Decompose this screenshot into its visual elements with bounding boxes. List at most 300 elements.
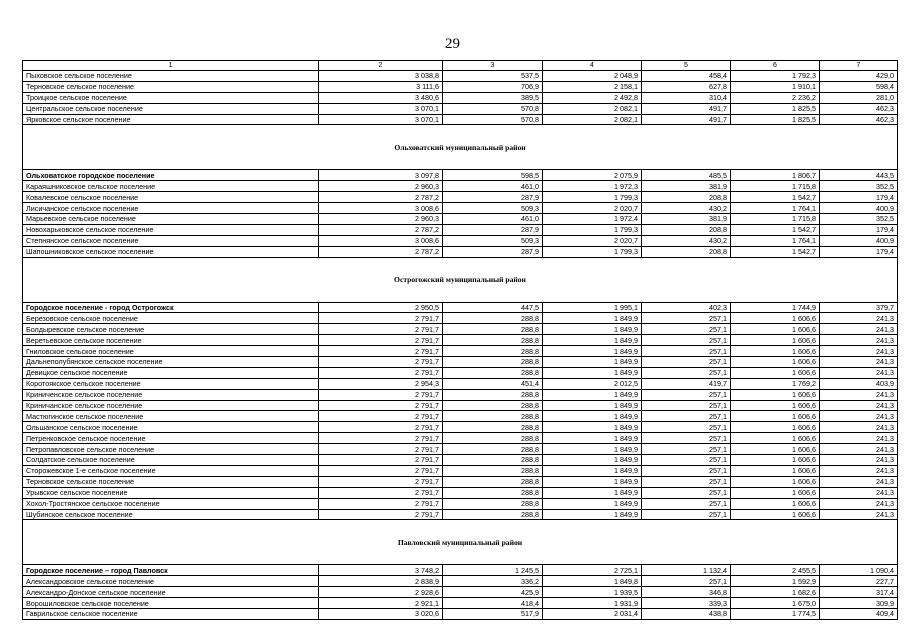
- value-cell-col6: 1 606,6: [731, 476, 820, 487]
- table-row: [23, 313, 898, 324]
- value-cell-col4: 1 849,9: [543, 335, 642, 346]
- value-cell-col6: 1 606,6: [731, 422, 820, 433]
- value-cell-col3: 288,8: [443, 465, 543, 476]
- value-cell-col2: 2 838,9: [319, 576, 443, 587]
- value-cell-col5: 257,1: [642, 422, 731, 433]
- value-cell-col5: 402,3: [642, 302, 731, 313]
- value-cell-col4: 2 020,7: [543, 203, 642, 214]
- table-row: [23, 81, 898, 92]
- settlement-name: Хохол-Тростянское сельское поселение: [23, 498, 319, 509]
- value-cell-col7: 241,3: [820, 389, 898, 400]
- value-cell-col5: 381,9: [642, 214, 731, 225]
- value-cell-col4: 1 995,1: [543, 302, 642, 313]
- value-cell-col6: 1 606,6: [731, 313, 820, 324]
- value-cell-col6: 1 606,6: [731, 498, 820, 509]
- settlement-name: Марьевское сельское поселение: [23, 214, 319, 225]
- value-cell-col2: 3 097,8: [319, 170, 443, 181]
- value-cell-col2: 2 791,7: [319, 389, 443, 400]
- table-row: [23, 170, 898, 181]
- table-row: [23, 324, 898, 335]
- value-cell-col3: 288,8: [443, 487, 543, 498]
- value-cell-col6: 1 606,6: [731, 400, 820, 411]
- value-cell-col3: 288,8: [443, 324, 543, 335]
- value-cell-col2: 2 950,5: [319, 302, 443, 313]
- value-cell-col6: 1 606,6: [731, 465, 820, 476]
- value-cell-col2: 2 791,7: [319, 433, 443, 444]
- value-cell-col6: 1 606,6: [731, 455, 820, 466]
- table-row: [23, 576, 898, 587]
- value-cell-col7: 281,0: [820, 92, 898, 103]
- value-cell-col7: 241,3: [820, 498, 898, 509]
- table-row: [23, 71, 898, 82]
- value-cell-col2: 3 070,1: [319, 114, 443, 125]
- value-cell-col4: 2 492,8: [543, 92, 642, 103]
- value-cell-col4: 1 849,9: [543, 455, 642, 466]
- value-cell-col5: 257,1: [642, 455, 731, 466]
- value-cell-col4: 1 849,9: [543, 422, 642, 433]
- value-cell-col5: 257,1: [642, 335, 731, 346]
- value-cell-col2: 2 960,3: [319, 214, 443, 225]
- table-row: [23, 224, 898, 235]
- value-cell-col6: 1 542,7: [731, 192, 820, 203]
- value-cell-col2: 2 954,3: [319, 378, 443, 389]
- settlement-name: Криничанское сельское поселение: [23, 400, 319, 411]
- value-cell-col7: 241,3: [820, 324, 898, 335]
- table-row: [23, 411, 898, 422]
- value-cell-col5: 339,3: [642, 598, 731, 609]
- value-cell-col2: 2 791,7: [319, 476, 443, 487]
- column-number: 6: [731, 61, 820, 71]
- value-cell-col7: 462,3: [820, 103, 898, 114]
- value-cell-col3: 706,9: [443, 81, 543, 92]
- value-cell-col5: 257,1: [642, 313, 731, 324]
- value-cell-col4: 1 849,9: [543, 367, 642, 378]
- value-cell-col7: 309,9: [820, 598, 898, 609]
- value-cell-col6: 1 764,1: [731, 203, 820, 214]
- value-cell-col6: 1 542,7: [731, 224, 820, 235]
- value-cell-col4: 1 849,9: [543, 411, 642, 422]
- value-cell-col5: 208,8: [642, 224, 731, 235]
- value-cell-col5: 257,1: [642, 411, 731, 422]
- value-cell-col2: 3 020,6: [319, 608, 443, 619]
- value-cell-col4: 1 849,9: [543, 509, 642, 520]
- value-cell-col6: 1 792,3: [731, 71, 820, 82]
- value-cell-col6: 1 606,6: [731, 509, 820, 520]
- value-cell-col4: 1 849,9: [543, 465, 642, 476]
- value-cell-col5: 257,1: [642, 400, 731, 411]
- value-cell-col7: 409,4: [820, 608, 898, 619]
- value-cell-col7: 400,9: [820, 203, 898, 214]
- value-cell-col7: 241,3: [820, 487, 898, 498]
- value-cell-col4: 1 849,9: [543, 389, 642, 400]
- table-row: [23, 181, 898, 192]
- settlement-name: Троицкое сельское поселение: [23, 92, 319, 103]
- value-cell-col2: 2 791,7: [319, 411, 443, 422]
- table-row: [23, 565, 898, 576]
- value-cell-col4: 1 849,9: [543, 433, 642, 444]
- value-cell-col5: 310,4: [642, 92, 731, 103]
- value-cell-col3: 288,8: [443, 346, 543, 357]
- value-cell-col5: 430,2: [642, 203, 731, 214]
- value-cell-col3: 288,8: [443, 444, 543, 455]
- table-row: [23, 92, 898, 103]
- value-cell-col5: 208,8: [642, 246, 731, 257]
- value-cell-col7: 241,3: [820, 509, 898, 520]
- value-cell-col4: 1 799,3: [543, 224, 642, 235]
- value-cell-col3: 288,8: [443, 422, 543, 433]
- table-row: [23, 422, 898, 433]
- value-cell-col7: 429,0: [820, 71, 898, 82]
- value-cell-col4: 1 849,9: [543, 444, 642, 455]
- value-cell-col2: 3 008,6: [319, 203, 443, 214]
- value-cell-col2: 2 787,2: [319, 246, 443, 257]
- value-cell-col2: 2 791,7: [319, 346, 443, 357]
- value-cell-col6: 1 764,1: [731, 235, 820, 246]
- value-cell-col4: 1 849,9: [543, 498, 642, 509]
- value-cell-col6: 1 825,5: [731, 103, 820, 114]
- value-cell-col4: 1 849,9: [543, 400, 642, 411]
- table-row: [23, 509, 898, 520]
- settlement-name: Терновское сельское поселение: [23, 476, 319, 487]
- value-cell-col6: 1 606,6: [731, 411, 820, 422]
- table-row: [23, 335, 898, 346]
- value-cell-col3: 1 245,5: [443, 565, 543, 576]
- value-cell-col6: 1 675,0: [731, 598, 820, 609]
- value-cell-col5: 257,1: [642, 498, 731, 509]
- value-cell-col6: 1 606,6: [731, 487, 820, 498]
- column-number: 4: [543, 61, 642, 71]
- settlement-name: Гниловское сельское поселение: [23, 346, 319, 357]
- value-cell-col6: 1 606,6: [731, 389, 820, 400]
- value-cell-col7: 462,3: [820, 114, 898, 125]
- value-cell-col3: 451,4: [443, 378, 543, 389]
- value-cell-col7: 241,3: [820, 313, 898, 324]
- value-cell-col7: 400,9: [820, 235, 898, 246]
- value-cell-col5: 257,1: [642, 389, 731, 400]
- value-cell-col7: 241,3: [820, 346, 898, 357]
- value-cell-col6: 1 715,8: [731, 214, 820, 225]
- value-cell-col3: 287,9: [443, 246, 543, 257]
- settlement-name: Терновское сельское поселение: [23, 81, 319, 92]
- value-cell-col2: 2 791,7: [319, 422, 443, 433]
- value-cell-col3: 288,8: [443, 509, 543, 520]
- value-cell-col4: 1 849,9: [543, 324, 642, 335]
- district-section-row: [23, 520, 898, 565]
- value-cell-col5: 257,1: [642, 324, 731, 335]
- settlement-name: Криниченское сельское поселение: [23, 389, 319, 400]
- value-cell-col4: 1 849,9: [543, 346, 642, 357]
- value-cell-col4: 1 849,8: [543, 576, 642, 587]
- value-cell-col3: 570,8: [443, 114, 543, 125]
- value-cell-col6: 1 542,7: [731, 246, 820, 257]
- value-cell-col3: 509,3: [443, 235, 543, 246]
- value-cell-col3: 288,8: [443, 357, 543, 368]
- value-cell-col5: 438,8: [642, 608, 731, 619]
- value-cell-col4: 1 849,9: [543, 487, 642, 498]
- value-cell-col2: 2 787,2: [319, 224, 443, 235]
- column-number: 3: [443, 61, 543, 71]
- settlement-name: Александровское сельское поселение: [23, 576, 319, 587]
- value-cell-col3: 288,8: [443, 389, 543, 400]
- settlement-name: Лисичанское сельское поселение: [23, 203, 319, 214]
- value-cell-col5: 257,1: [642, 444, 731, 455]
- value-cell-col7: 179,4: [820, 246, 898, 257]
- value-cell-col4: 2 031,4: [543, 608, 642, 619]
- value-cell-col2: 3 748,2: [319, 565, 443, 576]
- settlement-name: Шубинское сельское поселение: [23, 509, 319, 520]
- table-row: [23, 598, 898, 609]
- value-cell-col7: 241,3: [820, 465, 898, 476]
- value-cell-col7: 1 090,4: [820, 565, 898, 576]
- district-title: Острогожский муниципальный район: [23, 257, 898, 302]
- value-cell-col2: 2 791,7: [319, 444, 443, 455]
- table-row: [23, 455, 898, 466]
- value-cell-col4: 1 849,9: [543, 476, 642, 487]
- district-section-row: [23, 125, 898, 170]
- value-cell-col7: 443,5: [820, 170, 898, 181]
- value-cell-col3: 447,5: [443, 302, 543, 313]
- district-title: Павловский муниципальный район: [23, 520, 898, 565]
- settlement-name: Караяшниковское сельское поселение: [23, 181, 319, 192]
- value-cell-col3: 288,8: [443, 367, 543, 378]
- settlement-name: Гаврильское сельское поселение: [23, 608, 319, 619]
- value-cell-col5: 430,2: [642, 235, 731, 246]
- settlement-name: Ковалевское сельское поселение: [23, 192, 319, 203]
- value-cell-col2: 2 960,3: [319, 181, 443, 192]
- table-row: [23, 587, 898, 598]
- value-cell-col7: 241,3: [820, 476, 898, 487]
- value-cell-col6: 2 236,2: [731, 92, 820, 103]
- value-cell-col5: 257,1: [642, 357, 731, 368]
- settlement-name: Петропавловское сельское поселение: [23, 444, 319, 455]
- value-cell-col4: 1 931,9: [543, 598, 642, 609]
- table-row: [23, 235, 898, 246]
- value-cell-col6: 1 606,6: [731, 357, 820, 368]
- value-cell-col6: 1 744,9: [731, 302, 820, 313]
- value-cell-col2: 3 480,6: [319, 92, 443, 103]
- value-cell-col6: 1 910,1: [731, 81, 820, 92]
- value-cell-col4: 2 725,1: [543, 565, 642, 576]
- value-cell-col2: 2 791,7: [319, 509, 443, 520]
- column-number: 7: [820, 61, 898, 71]
- value-cell-col7: 241,3: [820, 335, 898, 346]
- value-cell-col7: 241,3: [820, 411, 898, 422]
- settlement-name: Центральское сельское поселение: [23, 103, 319, 114]
- value-cell-col5: 208,8: [642, 192, 731, 203]
- value-cell-col2: 3 111,6: [319, 81, 443, 92]
- value-cell-col2: 2 791,7: [319, 313, 443, 324]
- value-cell-col4: 1 799,3: [543, 192, 642, 203]
- value-cell-col6: 2 455,5: [731, 565, 820, 576]
- table-row: [23, 476, 898, 487]
- value-cell-col3: 537,5: [443, 71, 543, 82]
- table-row: [23, 103, 898, 114]
- value-cell-col3: 288,8: [443, 455, 543, 466]
- value-cell-col3: 570,8: [443, 103, 543, 114]
- value-cell-col3: 418,4: [443, 598, 543, 609]
- value-cell-col7: 241,3: [820, 455, 898, 466]
- value-cell-col6: 1 715,8: [731, 181, 820, 192]
- value-cell-col2: 2 787,2: [319, 192, 443, 203]
- settlement-name: Мастюгинское сельское поселение: [23, 411, 319, 422]
- value-cell-col7: 179,4: [820, 192, 898, 203]
- value-cell-col7: 379,7: [820, 302, 898, 313]
- value-cell-col6: 1 769,2: [731, 378, 820, 389]
- value-cell-col5: 257,1: [642, 367, 731, 378]
- settlement-name: Степнянское сельское поселение: [23, 235, 319, 246]
- table-row: [23, 302, 898, 313]
- value-cell-col2: 2 791,7: [319, 357, 443, 368]
- value-cell-col6: 1 682,6: [731, 587, 820, 598]
- value-cell-col4: 1 972,4: [543, 214, 642, 225]
- column-number: 1: [23, 61, 319, 71]
- value-cell-col7: 241,3: [820, 422, 898, 433]
- value-cell-col5: 491,7: [642, 114, 731, 125]
- value-cell-col4: 2 082,1: [543, 103, 642, 114]
- value-cell-col5: 491,7: [642, 103, 731, 114]
- value-cell-col2: 2 791,7: [319, 324, 443, 335]
- value-cell-col4: 1 799,3: [543, 246, 642, 257]
- settlement-name: Городское поселение - город Острогожск: [23, 302, 319, 313]
- value-cell-col7: 241,3: [820, 444, 898, 455]
- settlement-name: Сторожевское 1-е сельское поселение: [23, 465, 319, 476]
- column-number: 5: [642, 61, 731, 71]
- settlement-name: Ольховатское городское поселение: [23, 170, 319, 181]
- column-number-row: [23, 61, 898, 71]
- value-cell-col7: 227,7: [820, 576, 898, 587]
- table-row: [23, 246, 898, 257]
- district-section-row: [23, 257, 898, 302]
- value-cell-col3: 461,0: [443, 214, 543, 225]
- value-cell-col4: 2 048,9: [543, 71, 642, 82]
- value-cell-col6: 1 606,6: [731, 367, 820, 378]
- value-cell-col5: 381,9: [642, 181, 731, 192]
- settlement-name: Ольшанское сельское поселение: [23, 422, 319, 433]
- value-cell-col3: 517,9: [443, 608, 543, 619]
- value-cell-col4: 1 972,3: [543, 181, 642, 192]
- value-cell-col3: 288,8: [443, 411, 543, 422]
- value-cell-col2: 2 791,7: [319, 487, 443, 498]
- value-cell-col5: 257,1: [642, 509, 731, 520]
- table-row: [23, 192, 898, 203]
- table-row: [23, 400, 898, 411]
- page-number: 29: [445, 36, 460, 52]
- value-cell-col3: 287,9: [443, 192, 543, 203]
- value-cell-col7: 241,3: [820, 433, 898, 444]
- value-cell-col2: 2 791,7: [319, 335, 443, 346]
- value-cell-col7: 179,4: [820, 224, 898, 235]
- settlement-name: Пыховское сельское поселение: [23, 71, 319, 82]
- value-cell-col5: 458,4: [642, 71, 731, 82]
- value-cell-col5: 257,1: [642, 346, 731, 357]
- value-cell-col5: 257,1: [642, 465, 731, 476]
- value-cell-col5: 257,1: [642, 476, 731, 487]
- settlement-name: Ворошиловское сельское поселение: [23, 598, 319, 609]
- value-cell-col6: 1 774,5: [731, 608, 820, 619]
- value-cell-col5: 627,8: [642, 81, 731, 92]
- value-cell-col6: 1 606,6: [731, 346, 820, 357]
- settlement-name: Новохарьковское сельское поселение: [23, 224, 319, 235]
- settlement-name: Городское поселение – город Павловск: [23, 565, 319, 576]
- table-row: [23, 357, 898, 368]
- value-cell-col4: 2 020,7: [543, 235, 642, 246]
- value-cell-col5: 419,7: [642, 378, 731, 389]
- table-row: [23, 433, 898, 444]
- value-cell-col3: 336,2: [443, 576, 543, 587]
- table-row: [23, 214, 898, 225]
- value-cell-col4: 2 158,1: [543, 81, 642, 92]
- value-cell-col5: 1 132,4: [642, 565, 731, 576]
- settlement-name: Шапошниковское сельское поселение: [23, 246, 319, 257]
- table-row: [23, 367, 898, 378]
- value-cell-col3: 461,0: [443, 181, 543, 192]
- table-row: [23, 389, 898, 400]
- value-cell-col3: 425,9: [443, 587, 543, 598]
- value-cell-col4: 2 082,1: [543, 114, 642, 125]
- value-cell-col3: 288,8: [443, 400, 543, 411]
- value-cell-col5: 257,1: [642, 487, 731, 498]
- value-cell-col6: 1 606,6: [731, 444, 820, 455]
- table-row: [23, 114, 898, 125]
- settlement-name: Урывское сельское поселение: [23, 487, 319, 498]
- value-cell-col3: 288,8: [443, 313, 543, 324]
- value-cell-col3: 288,8: [443, 498, 543, 509]
- value-cell-col2: 3 038,8: [319, 71, 443, 82]
- value-cell-col5: 485,5: [642, 170, 731, 181]
- value-cell-col4: 2 075,9: [543, 170, 642, 181]
- settlement-name: Болдыревское сельское поселение: [23, 324, 319, 335]
- value-cell-col7: 598,4: [820, 81, 898, 92]
- value-cell-col2: 2 791,7: [319, 400, 443, 411]
- value-cell-col2: 2 791,7: [319, 455, 443, 466]
- value-cell-col4: 1 849,9: [543, 313, 642, 324]
- settlement-name: Девицкое сельское поселение: [23, 367, 319, 378]
- value-cell-col2: 2 928,6: [319, 587, 443, 598]
- value-cell-col2: 2 791,7: [319, 367, 443, 378]
- value-cell-col7: 241,3: [820, 357, 898, 368]
- value-cell-col3: 288,8: [443, 476, 543, 487]
- value-cell-col2: 2 921,1: [319, 598, 443, 609]
- table-row: [23, 444, 898, 455]
- budget-table: [22, 60, 898, 620]
- value-cell-col6: 1 606,6: [731, 324, 820, 335]
- value-cell-col5: 257,1: [642, 433, 731, 444]
- value-cell-col6: 1 806,7: [731, 170, 820, 181]
- value-cell-col3: 287,9: [443, 224, 543, 235]
- value-cell-col2: 2 791,7: [319, 465, 443, 476]
- value-cell-col6: 1 606,6: [731, 335, 820, 346]
- value-cell-col4: 1 939,5: [543, 587, 642, 598]
- value-cell-col3: 389,5: [443, 92, 543, 103]
- value-cell-col7: 241,3: [820, 400, 898, 411]
- table-row: [23, 608, 898, 619]
- value-cell-col7: 352,5: [820, 181, 898, 192]
- settlement-name: Коротоякское сельское поселение: [23, 378, 319, 389]
- value-cell-col7: 317,4: [820, 587, 898, 598]
- settlement-name: Дальнеполубянское сельское поселение: [23, 357, 319, 368]
- settlement-name: Петренковское сельское поселение: [23, 433, 319, 444]
- value-cell-col7: 241,3: [820, 367, 898, 378]
- value-cell-col2: 3 008,6: [319, 235, 443, 246]
- column-number: 2: [319, 61, 443, 71]
- value-cell-col7: 403,9: [820, 378, 898, 389]
- settlement-name: Березовское сельское поселение: [23, 313, 319, 324]
- table-row: [23, 498, 898, 509]
- settlement-name: Ярковское сельское поселение: [23, 114, 319, 125]
- value-cell-col3: 598,5: [443, 170, 543, 181]
- value-cell-col3: 288,8: [443, 335, 543, 346]
- value-cell-col4: 2 012,5: [543, 378, 642, 389]
